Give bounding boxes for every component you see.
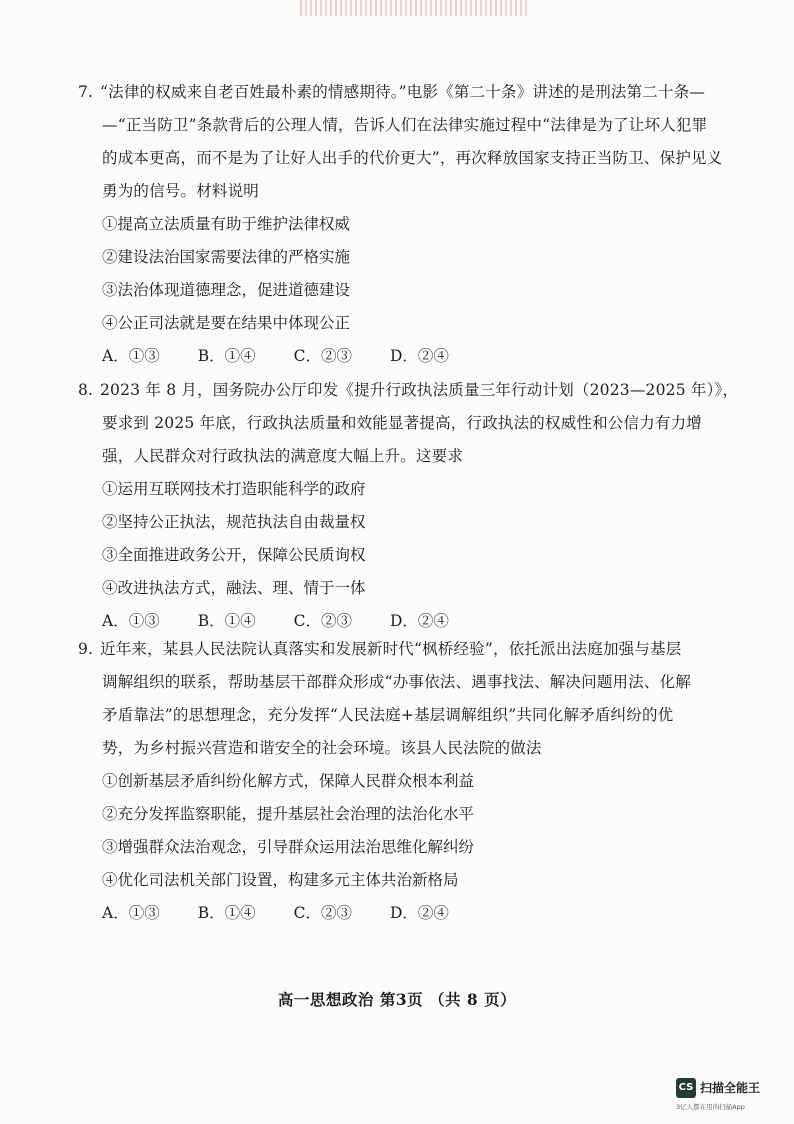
top-edge-mark [300, 0, 530, 16]
answer-choice-c: C．②③ [293, 904, 352, 922]
scanner-watermark [676, 1076, 776, 1116]
answer-choice-b: B．①④ [197, 347, 256, 365]
question-number: 7. [78, 83, 94, 101]
question-7 [78, 76, 746, 373]
statement-option: ①创新基层矛盾纠纷化解方式，保障人民群众根本利益 [102, 772, 475, 790]
answer-choice-d: D．②④ [389, 904, 449, 922]
answer-choice-b: B．①④ [197, 612, 256, 630]
statement-option: ③增强群众法治观念，引导群众运用法治思维化解纠纷 [102, 838, 475, 856]
answer-choice-d: D．②④ [389, 612, 449, 630]
statement-option: ③全面推进政务公开，保障公民质询权 [102, 546, 366, 564]
question-stem-line: 矛盾靠法”的思想理念，充分发挥“人民法庭+基层调解组织”共同化解矛盾纠纷的优 [102, 706, 674, 724]
stem-text: “法律的权威来自老百姓最朴素的情感期待。”电影《第二十条》讲述的是刑法第二十条— [100, 83, 706, 101]
question-8 [78, 374, 746, 638]
statement-option: ②充分发挥监察职能，提升基层社会治理的法治化水平 [102, 805, 475, 823]
question-stem-line: 势，为乡村振兴营造和谐安全的社会环境。该县人民法院的做法 [102, 739, 542, 757]
statement-option: ②建设法治国家需要法律的严格实施 [102, 248, 351, 266]
answer-choice-b: B．①④ [197, 904, 256, 922]
page-footer: 高一思想政治 第3页 （共 8 页） [277, 990, 517, 1009]
question-stem-line [78, 76, 746, 109]
statement-option: ④公正司法就是要在结果中体现公正 [102, 314, 351, 332]
answer-choice-c: C．②③ [293, 612, 352, 630]
statement-option: ③法治体现道德理念，促进道德建设 [102, 281, 351, 299]
question-9 [78, 633, 746, 930]
statement-option: ④优化司法机关部门设置，构建多元主体共治新格局 [102, 871, 459, 889]
answer-choice-a: A．①③ [102, 904, 160, 922]
answer-choices [78, 340, 746, 373]
statement-option: ①提高立法质量有助于维护法律权威 [102, 215, 351, 233]
scanner-tagline: 3亿人都在用的扫描App [676, 1103, 745, 1111]
answer-choices [78, 897, 746, 930]
statement-option: ①运用互联网技术打造职能科学的政府 [102, 480, 366, 498]
answer-choice-d: D．②④ [389, 347, 449, 365]
answer-choice-c: C．②③ [293, 347, 352, 365]
question-stem-line: 要求到 2025 年底，行政执法质量和效能显著提高，行政执法的权威性和公信力有力增 [102, 414, 703, 432]
answer-choice-a: A．①③ [102, 612, 160, 630]
question-stem-line: 调解组织的联系，帮助基层干部群众形成“办事依法、遇事找法、解决问题用法、化解 [102, 673, 692, 691]
statement-option: ②坚持公正执法，规范执法自由裁量权 [102, 513, 366, 531]
answer-choice-a: A．①③ [102, 347, 160, 365]
stem-text: 2023 年 8 月，国务院办公厅印发《提升行政执法质量三年行动计划（2023—2025 年）》， [100, 381, 739, 399]
question-stem-line: —“正当防卫”条款背后的公理人情，告诉人们在法律实施过程中“法律是为了让坏人犯罪 [102, 116, 708, 134]
question-number: 8. [78, 381, 94, 399]
stem-text: 近年来，某县人民法院认真落实和发展新时代“枫桥经验”，依托派出法庭加强与基层 [100, 640, 682, 658]
statement-option: ④改进执法方式，融法、理、情于一体 [102, 579, 366, 597]
question-stem-line: 勇为的信号。材料说明 [102, 182, 260, 200]
question-stem-line [78, 633, 746, 666]
question-number: 9. [78, 640, 94, 658]
scanner-app-name: 扫描全能王 [700, 1081, 761, 1095]
cs-logo-icon: CS [676, 1078, 696, 1098]
question-stem-line: 强，人民群众对行政执法的满意度大幅上升。这要求 [102, 447, 464, 465]
question-stem-line: 的成本更高，而不是为了让好人出手的代价更大”，再次释放国家支持正当防卫、保护见义 [102, 149, 723, 167]
question-stem-line [78, 374, 746, 407]
